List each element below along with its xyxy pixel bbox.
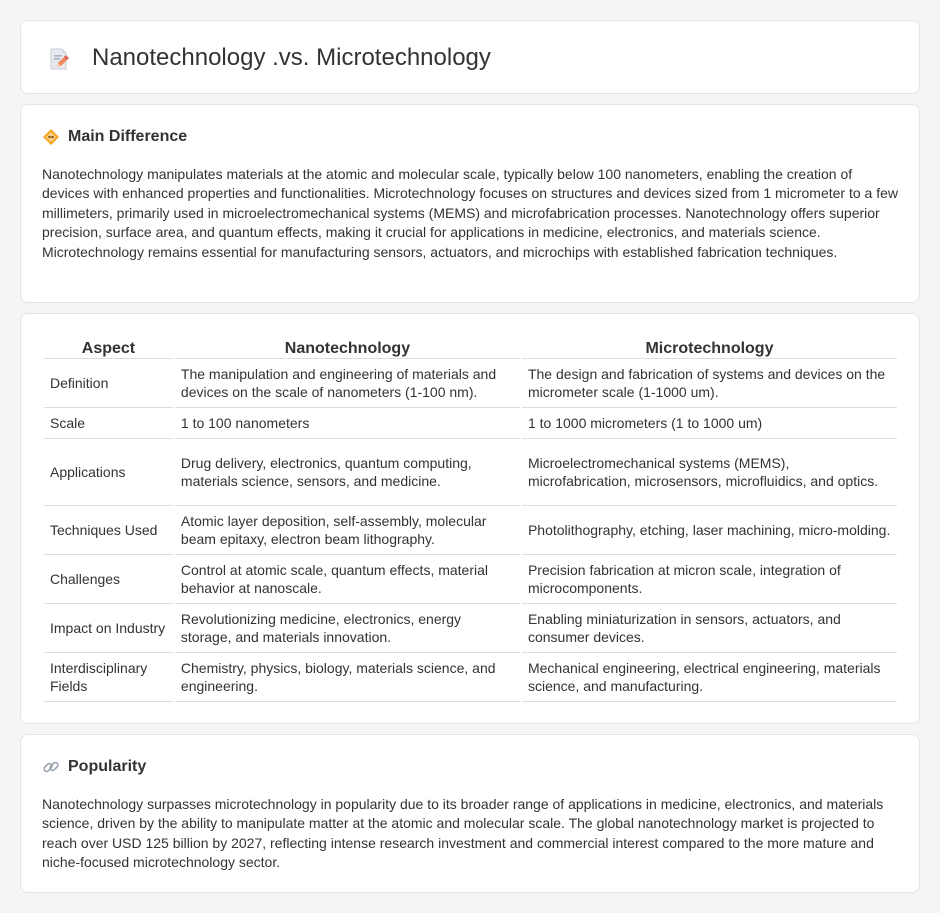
table-row — [44, 555, 897, 604]
popularity-text: Nanotechnology surpasses microtechnology in popularity due to its broader range of applications in medicine, electronics, and materials science, driven by the ability to manipulate matter at the atomic and molecular scale. The global nanotechnology market is projected to reach over USD 125 billion by 2027, reflecting intense research investment and commercial interest compared to the more mature and niche-focused microtechnology sector. — [42, 796, 884, 871]
table-row — [44, 653, 897, 702]
main-difference-text: Nanotechnology manipulates materials at the atomic and molecular scale, typically below 100 nanometers, enabling the creation of devices with enhanced properties and functionalities. Microtechnology focuses on structures and devices sized from 1 micrometer to a few millimeters, primarily used in microelectromechanical systems (MEMS) and microfabrication processes. Nanotechnology offers superior precision, surface area, and quantum effects, making it crucial for applications in medicine, electronics, and materials science. Microtechnology remains essential for manufacturing sensors, actuators, and microchips with established fabrication techniques. — [42, 166, 898, 260]
popularity-section — [20, 734, 920, 893]
header-card — [20, 20, 920, 94]
comparison-section — [20, 313, 920, 724]
main-difference-heading — [42, 127, 187, 147]
header-microtechnology: Microtechnology — [522, 334, 897, 359]
main-difference-section — [20, 104, 920, 303]
nano-cell: Revolutionizing medicine, electronics, energy storage, and materials innovation. — [175, 604, 520, 653]
main-difference-title: Main Difference — [68, 128, 188, 145]
micro-cell: Microelectromechanical systems (MEMS), microfabrication, microsensors, microfluidics, and optics. — [522, 439, 897, 506]
aspect-cell: Challenges — [44, 555, 173, 604]
popularity-heading — [42, 757, 146, 777]
table-header-row — [44, 334, 897, 359]
nano-cell: Chemistry, physics, biology, materials science, and engineering. — [175, 653, 520, 702]
aspect-cell: Techniques Used — [44, 506, 173, 555]
popularity-title: Popularity — [68, 758, 147, 775]
aspect-cell: Impact on Industry — [44, 604, 173, 653]
micro-cell: 1 to 1000 micrometers (1 to 1000 um) — [522, 408, 897, 439]
link-icon — [42, 758, 60, 776]
nano-cell: The manipulation and engineering of materials and devices on the scale of nanometers (1-100 nm). — [175, 359, 520, 408]
table-row — [44, 506, 897, 555]
header-nanotechnology: Nanotechnology — [175, 334, 520, 359]
table-row — [44, 439, 897, 506]
aspect-cell: Interdisciplinary Fields — [44, 653, 173, 702]
micro-cell: Photolithography, etching, laser machining, micro-molding. — [522, 506, 897, 555]
page-title: Nanotechnology .vs. Microtechnology — [92, 44, 491, 71]
micro-cell: Mechanical engineering, electrical engineering, materials science, and manufacturing. — [522, 653, 897, 702]
table-row — [44, 604, 897, 653]
table-row — [44, 359, 897, 408]
document-edit-icon — [47, 47, 71, 71]
diamond-badge-icon — [42, 128, 60, 146]
micro-cell: The design and fabrication of systems and devices on the micrometer scale (1-1000 um). — [522, 359, 897, 408]
nano-cell: Atomic layer deposition, self-assembly, molecular beam epitaxy, electron beam lithography. — [175, 506, 520, 555]
nano-cell: Control at atomic scale, quantum effects, material behavior at nanoscale. — [175, 555, 520, 604]
aspect-cell: Scale — [44, 408, 173, 439]
micro-cell: Precision fabrication at micron scale, integration of microcomponents. — [522, 555, 897, 604]
comparison-table — [42, 334, 899, 702]
table-row — [44, 408, 897, 439]
header-aspect: Aspect — [44, 334, 173, 359]
nano-cell: Drug delivery, electronics, quantum computing, materials science, sensors, and medicine. — [175, 439, 520, 506]
nano-cell: 1 to 100 nanometers — [175, 408, 520, 439]
aspect-cell: Definition — [44, 359, 173, 408]
aspect-cell: Applications — [44, 439, 173, 506]
micro-cell: Enabling miniaturization in sensors, actuators, and consumer devices. — [522, 604, 897, 653]
